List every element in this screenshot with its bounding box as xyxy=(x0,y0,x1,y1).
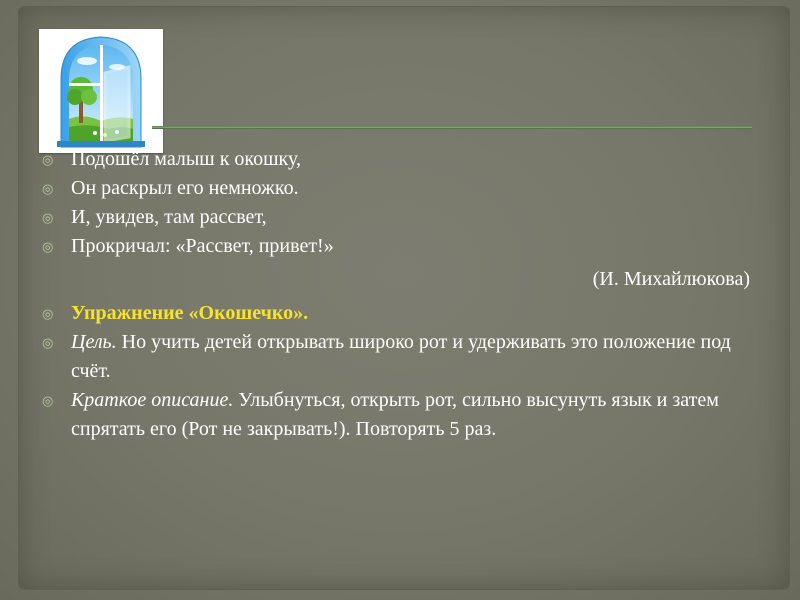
poem-line-text: И, увидев, там рассвет, xyxy=(71,206,267,228)
circle-bullet-icon: ◎ xyxy=(42,210,54,225)
goal-text: Но учить детей открывать широко рот и удерживать это положение под счёт. xyxy=(71,331,731,382)
circle-bullet-icon: ◎ xyxy=(42,181,54,196)
poem-author: (И. Михайлюкова) xyxy=(592,268,750,290)
circle-bullet-icon: ◎ xyxy=(42,393,54,408)
exercise-title: Упражнение «Окошечко». xyxy=(71,302,309,324)
exercise-goal xyxy=(40,328,750,386)
title-divider xyxy=(152,126,752,129)
circle-bullet-icon: ◎ xyxy=(42,306,54,321)
circle-bullet-icon: ◎ xyxy=(42,239,54,254)
description-text: Улыбнуться, открыть рот, сильно высунуть язык и затем спрятать его (Рот не закрывать!). Повторять 5 раз. xyxy=(71,389,719,440)
window-icon xyxy=(39,29,163,153)
poem-line-3 xyxy=(40,203,750,232)
goal-label: Цель. xyxy=(71,331,117,353)
description-label: Краткое описание. xyxy=(71,389,234,411)
window-illustration xyxy=(39,29,163,153)
circle-bullet-icon: ◎ xyxy=(42,152,54,167)
exercise-description xyxy=(40,386,750,444)
exercise-title-row xyxy=(40,299,750,328)
poem-line-2 xyxy=(40,174,750,203)
slide-content xyxy=(40,145,750,444)
poem-line-text: Подошёл малыш к окошку, xyxy=(71,148,301,170)
poem-line-text: Он раскрыл его немножко. xyxy=(71,177,299,199)
circle-bullet-icon: ◎ xyxy=(42,335,54,350)
poem-line-4 xyxy=(40,232,750,261)
poem-line-text: Прокричал: «Рассвет, привет!» xyxy=(71,235,334,257)
poem-line-1 xyxy=(40,145,750,174)
